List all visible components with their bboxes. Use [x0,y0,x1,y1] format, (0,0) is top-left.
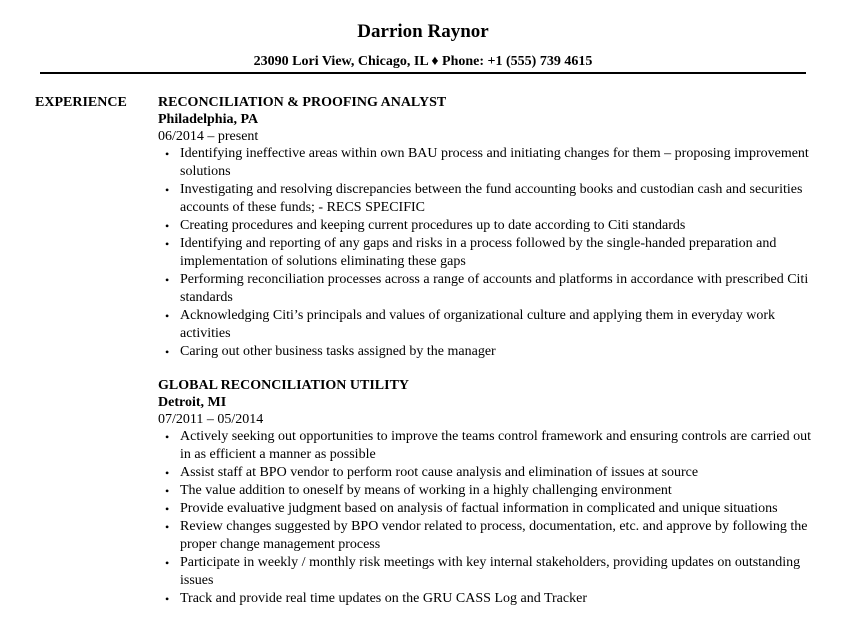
bullet-text: Review changes suggested by BPO vendor related to process, documentation, etc. and approve by following the proper change management process [180,519,808,552]
bullet-text: Caring out other business tasks assigned by the manager [180,344,496,359]
bullet-item [158,590,818,608]
bullet-text: Provide evaluative judgment based on analysis of factual information in complicated and unique situations [180,501,778,516]
bullet-item [158,500,818,518]
bullet-text: Participate in weekly / monthly risk meetings with key internal stakeholders, providing updates on outstanding issues [180,555,801,588]
bullet-item [158,482,818,500]
job-entry [158,377,818,608]
bullet-icon: • [165,273,170,287]
section-label-experience: EXPERIENCE [35,95,127,110]
bullet-item [158,271,818,307]
bullet-item [158,307,818,343]
bullet-icon: • [165,520,170,534]
bullet-text: Assist staff at BPO vendor to perform root cause analysis and elimination of issues at source [180,465,699,480]
bullet-icon: • [165,219,170,233]
bullet-icon: • [165,147,170,161]
job-title: GLOBAL RECONCILIATION UTILITY [158,378,410,393]
bullet-icon: • [165,237,170,251]
job-bullets [158,145,818,361]
header-divider [40,72,806,74]
bullet-item [158,145,818,181]
job-bullets [158,428,818,608]
job-location: Detroit, MI [158,395,227,410]
bullet-icon: • [165,309,170,323]
bullet-text: Identifying and reporting of any gaps and risks in a process followed by the single-handed preparation and implementation of solutions eliminating these gaps [180,236,777,269]
bullet-item [158,217,818,235]
contact-line: 23090 Lori View, Chicago, IL ♦ Phone: +1 (555) 739 4615 [253,54,593,69]
bullet-text: Performing reconciliation processes across a range of accounts and platforms in accordance with prescribed Citi standards [180,272,809,305]
bullet-item [158,235,818,271]
bullet-text: Investigating and resolving discrepancies between the fund accounting books and custodian cash and securities accounts of these funds; - RECS SPECIFIC [180,182,803,215]
bullet-text: Track and provide real time updates on the GRU CASS Log and Tracker [180,591,587,606]
bullet-icon: • [165,502,170,516]
job-entry [158,94,818,361]
bullet-text: The value addition to oneself by means of working in a highly challenging environment [180,483,672,498]
bullet-icon: • [165,345,170,359]
bullet-text: Acknowledging Citi’s principals and values of organizational culture and applying them in everyday work activities [180,308,775,341]
bullet-icon: • [165,556,170,570]
resume-name: Darrion Raynor [357,21,489,42]
bullet-text: Actively seeking out opportunities to improve the teams control framework and ensuring controls are carried out in as efficient a manner as possible [180,429,811,462]
bullet-icon: • [165,484,170,498]
bullet-icon: • [165,183,170,197]
bullet-item [158,343,818,361]
bullet-icon: • [165,430,170,444]
job-dates: 07/2011 – 05/2014 [158,412,264,427]
bullet-icon: • [165,466,170,480]
bullet-icon: • [165,592,170,606]
bullet-text: Identifying ineffective areas within own BAU process and initiating changes for them – proposing improvement solutions [180,146,809,179]
bullet-item [158,518,818,554]
bullet-item [158,181,818,217]
bullet-text: Creating procedures and keeping current procedures up to date according to Citi standards [180,218,686,233]
job-dates: 06/2014 – present [158,129,259,144]
job-location: Philadelphia, PA [158,112,259,127]
bullet-item [158,428,818,464]
bullet-item [158,554,818,590]
bullet-item [158,464,818,482]
experience-list [158,94,818,624]
job-title: RECONCILIATION & PROOFING ANALYST [158,95,447,110]
